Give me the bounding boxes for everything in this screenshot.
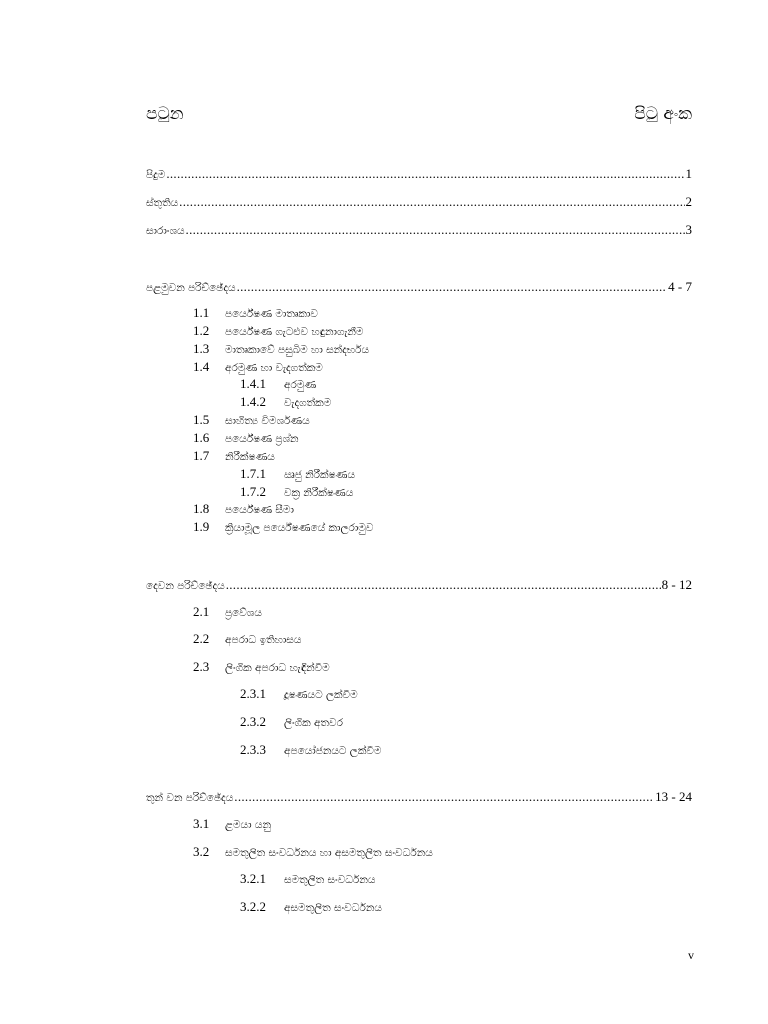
subentry-number: 3.2.2: [240, 899, 266, 914]
subentry-label: අපරාධ ඉතිහාසය: [225, 634, 302, 646]
subentry-label: පර්යේෂණ සීමා: [225, 504, 294, 516]
subentry-number: 1.1: [193, 305, 210, 320]
entry-page: 1: [685, 166, 692, 181]
subentry-number: 1.5: [193, 412, 210, 427]
dot-leader: [186, 222, 685, 238]
subentry-number: 2.3.2: [240, 714, 266, 729]
dot-leader: [226, 577, 661, 593]
toc-subentry: [240, 899, 382, 915]
subentry-label: පර්යේෂණ ප්‍රශ්න: [225, 433, 299, 445]
dot-leader: [237, 279, 668, 295]
toc-subentry: [193, 430, 299, 446]
subentry-label: ඍජු නිරීක්ෂණය: [284, 469, 355, 481]
subentry-label: ළමයා යනු: [225, 819, 271, 831]
page-footer-number: v: [688, 948, 694, 962]
subentry-number: 1.4.2: [240, 394, 266, 409]
subentry-number: 2.2: [193, 631, 210, 646]
toc-subentry: [240, 376, 316, 392]
toc-subentry: [193, 305, 318, 321]
subentry-number: 1.7.2: [240, 484, 266, 499]
toc-subentry: [193, 341, 369, 357]
toc-subentry: [193, 816, 271, 832]
subentry-label: වැදගත්කම: [284, 397, 332, 409]
toc-subentry: [193, 448, 275, 464]
entry-page: 4 - 7: [668, 279, 692, 294]
page-number-heading: පිටු අංක: [634, 104, 692, 124]
subentry-label: වක්‍ර නිරීක්ෂණය: [284, 487, 354, 499]
entry-title: තුන් වන පරිච්ඡේදය: [146, 792, 234, 804]
toc-entry-chapter-2: [146, 577, 692, 593]
toc-subentry: [240, 686, 358, 702]
subentry-label: ලිංගික අතවර: [284, 717, 343, 729]
subentry-label: ලිංගික අපරාධ හැඳින්වීම: [225, 662, 330, 674]
entry-title: ස්තුතිය: [146, 197, 179, 209]
entry-page: 13 - 24: [655, 789, 692, 804]
entry-title: සාරාංශය: [146, 225, 185, 237]
toc-subentry: [193, 631, 301, 647]
toc-subentry: [193, 659, 330, 675]
toc-subentry: [240, 871, 375, 887]
toc-entry-chapter-3: [146, 789, 692, 805]
toc-subentry: [193, 359, 323, 375]
entry-page: 8 - 12: [661, 577, 692, 592]
subentry-number: 3.2.1: [240, 871, 266, 886]
subentry-number: 1.4.1: [240, 376, 266, 391]
subentry-label: දූෂණයට ලක්වීම: [284, 689, 358, 701]
subentry-number: 2.3: [193, 659, 210, 674]
subentry-label: අසමතුලිත සංවර්ධනය: [284, 902, 382, 914]
subentry-number: 3.1: [193, 816, 210, 831]
subentry-number: 3.2: [193, 844, 210, 859]
subentry-number: 1.3: [193, 341, 210, 356]
dot-leader: [166, 166, 684, 182]
subentry-label: සමතුලිත සංවර්ධනය හා අසමතුලිත සංවර්ධනය: [225, 847, 433, 859]
toc-entry-dedication: [146, 166, 692, 182]
toc-heading: පටුන: [146, 104, 184, 124]
subentry-label: පර්යේෂණ ගැටළුව හඳුනාගැනීම: [225, 326, 364, 338]
dot-leader: [234, 789, 654, 805]
toc-subentry: [240, 484, 353, 500]
toc-subentry: [240, 394, 331, 410]
toc-subentry: [240, 466, 355, 482]
subentry-number: 1.6: [193, 430, 210, 445]
toc-entry-abstract: [146, 222, 692, 238]
toc-subentry: [240, 742, 381, 758]
subentry-number: 1.7: [193, 448, 210, 463]
subentry-label: අරමුණ: [284, 379, 317, 391]
subentry-label: නිරීක්ෂණය: [225, 451, 275, 463]
toc-subentry: [193, 501, 294, 517]
subentry-label: සමතුලිත සංවර්ධනය: [284, 874, 376, 886]
toc-subentry: [193, 604, 262, 620]
subentry-label: අරමුණ හා වැදගත්කම: [225, 362, 323, 374]
entry-page: 3: [685, 222, 692, 237]
subentry-number: 2.3.1: [240, 686, 266, 701]
subentry-label: පර්යේෂණ මාතෘකාව: [225, 308, 318, 320]
subentry-number: 1.4: [193, 359, 210, 374]
subentry-number: 1.8: [193, 501, 210, 516]
subentry-number: 1.9: [193, 519, 210, 534]
dot-leader: [179, 194, 684, 210]
toc-subentry: [240, 714, 343, 730]
subentry-number: 2.1: [193, 604, 210, 619]
toc-subentry: [193, 844, 433, 860]
subentry-number: 1.2: [193, 323, 210, 338]
subentry-label: සාහිත්‍ය විමර්ශණය: [225, 415, 310, 427]
entry-title: පළමුවන පරිච්ඡේදය: [146, 282, 236, 294]
toc-subentry: [193, 519, 373, 535]
toc-subentry: [193, 323, 363, 339]
toc-subentry: [193, 412, 310, 428]
subentry-label: ක්‍රියාමූල පර්යේෂණයේ කාලරාමුව: [225, 522, 374, 534]
entry-title: පිදුම: [146, 169, 166, 181]
subentry-label: ප්‍රවේශය: [225, 607, 262, 619]
subentry-label: මාතෘකාවේ පසුබිම හා සන්දර්භය: [225, 344, 370, 356]
entry-title: දෙවන පරිච්ඡේදය: [146, 580, 225, 592]
subentry-number: 2.3.3: [240, 742, 266, 757]
toc-entry-chapter-1: [146, 279, 692, 295]
entry-page: 2: [685, 194, 692, 209]
toc-entry-acknowledgement: [146, 194, 692, 210]
subentry-number: 1.7.1: [240, 466, 266, 481]
subentry-label: අපයෝජනයට ලක්වීම: [284, 745, 382, 757]
